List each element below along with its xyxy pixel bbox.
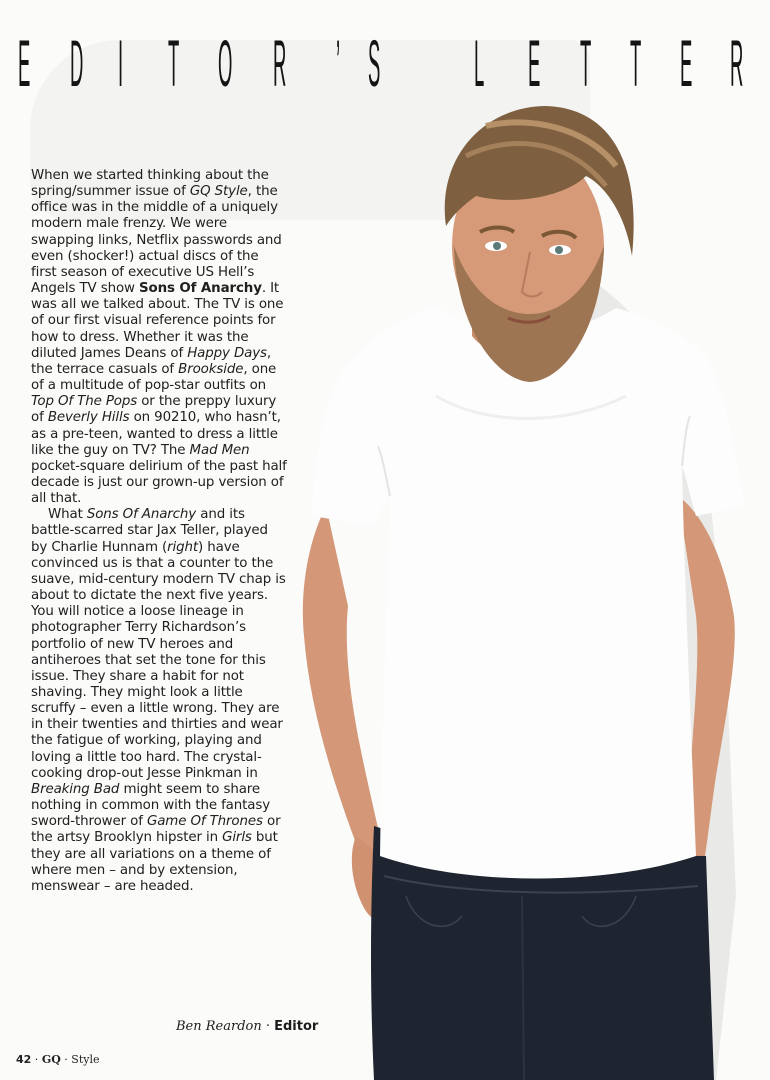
italic-title: Brookside: [178, 361, 244, 377]
text-run: . It was all we talked about. The TV is one of our first visual reference points for how to dress. Whether it was the diluted James Deans of: [31, 281, 284, 361]
title-letter: T: [580, 26, 592, 100]
folio-separator: ·: [31, 1053, 42, 1066]
title-letter: E: [18, 26, 31, 100]
title-letter: T: [168, 26, 180, 100]
cover-photo: [286, 96, 770, 1080]
italic-title: Girls: [222, 830, 252, 846]
article-paragraph: [31, 168, 287, 507]
title-letter: T: [630, 26, 642, 100]
text-run: pocket-square delirium of the past half decade is just our grown-up version of all that.: [31, 458, 287, 507]
magazine-name: GQ: [41, 1053, 61, 1066]
text-run: or the preppy luxury of: [31, 394, 277, 426]
italic-title: Happy Days: [187, 345, 267, 361]
signoff-separator: ·: [261, 1019, 275, 1034]
text-run: , one of a multitude of pop-star outfits on: [31, 361, 277, 394]
title-letter: R: [730, 26, 744, 100]
page-title: [18, 26, 760, 100]
italic-title: Mad Men: [189, 442, 250, 458]
title-letter: E: [528, 26, 541, 100]
title-letter: L: [474, 26, 485, 100]
text-run: on 90210, who hasn’t, as a pre-teen, wanted to dress a little like the guy on TV? The: [31, 410, 281, 458]
text-run: , the terrace casuals of: [31, 345, 272, 377]
italic-title: Top Of The Pops: [31, 394, 138, 410]
title-letter: O: [218, 26, 233, 100]
title-letter: R: [273, 26, 287, 100]
text-run: might seem to share nothing in common with the fantasy sword-thrower of: [31, 781, 271, 830]
title-letter: D: [70, 26, 84, 100]
title-letter: E: [680, 26, 693, 100]
italic-title: Breaking Bad: [31, 781, 120, 797]
title-letter: I: [118, 26, 124, 100]
text-run: When we started thinking about the spring/summer issue of: [31, 168, 269, 200]
bold-title: Sons Of Anarchy: [139, 281, 262, 297]
italic-title: Beverly Hills: [47, 410, 130, 426]
text-run: and its battle-scarred star Jax Teller, played by Charlie Hunnam (: [31, 507, 268, 555]
editor-role: Editor: [274, 1019, 319, 1034]
italic-title: GQ Style: [189, 184, 248, 200]
text-run: What: [48, 507, 87, 523]
article-paragraph: [31, 507, 287, 895]
text-run: but they are all variations on a theme of where men – and by extension, menswear – are headed.: [31, 830, 278, 894]
page-number: 42: [16, 1053, 32, 1066]
italic-title: right: [167, 539, 199, 555]
italic-title: Game Of Thrones: [146, 814, 263, 830]
text-run: or the artsy Brooklyn hipster in: [31, 814, 281, 846]
editor-signoff: [176, 1019, 318, 1034]
text-run: ) have convinced us is that a counter to the suave, mid-century modern TV chap is about to dictate the next five years. You will notice a loose lineage in photographer Terry Richardson’s portfolio of new TV heroes and antiheroes that set the tone for this issue. They share a habit for not shaving. They might look a little scruffy – even a little wrong. They are in their twenties and thirties and wear the fatigue of working, playing and loving a little too hard. The crystal-cooking drop-out Jesse Pinkman in: [31, 539, 286, 781]
editor-name: Ben Reardon: [176, 1019, 262, 1034]
italic-title: Sons Of Anarchy: [86, 507, 197, 523]
title-letter: S: [368, 26, 381, 100]
text-run: , the office was in the middle of a uniquely modern male frenzy. We were swapping links, Netflix passwords and even (shocker!) actual discs of the first season of executive US Hell’s Angels TV show: [31, 184, 282, 297]
folio-separator: ·: [60, 1053, 72, 1066]
page-footer: [16, 1053, 100, 1066]
editors-letter-body: [31, 168, 287, 895]
section-name: Style: [71, 1053, 100, 1066]
title-letter: ’: [336, 26, 341, 100]
